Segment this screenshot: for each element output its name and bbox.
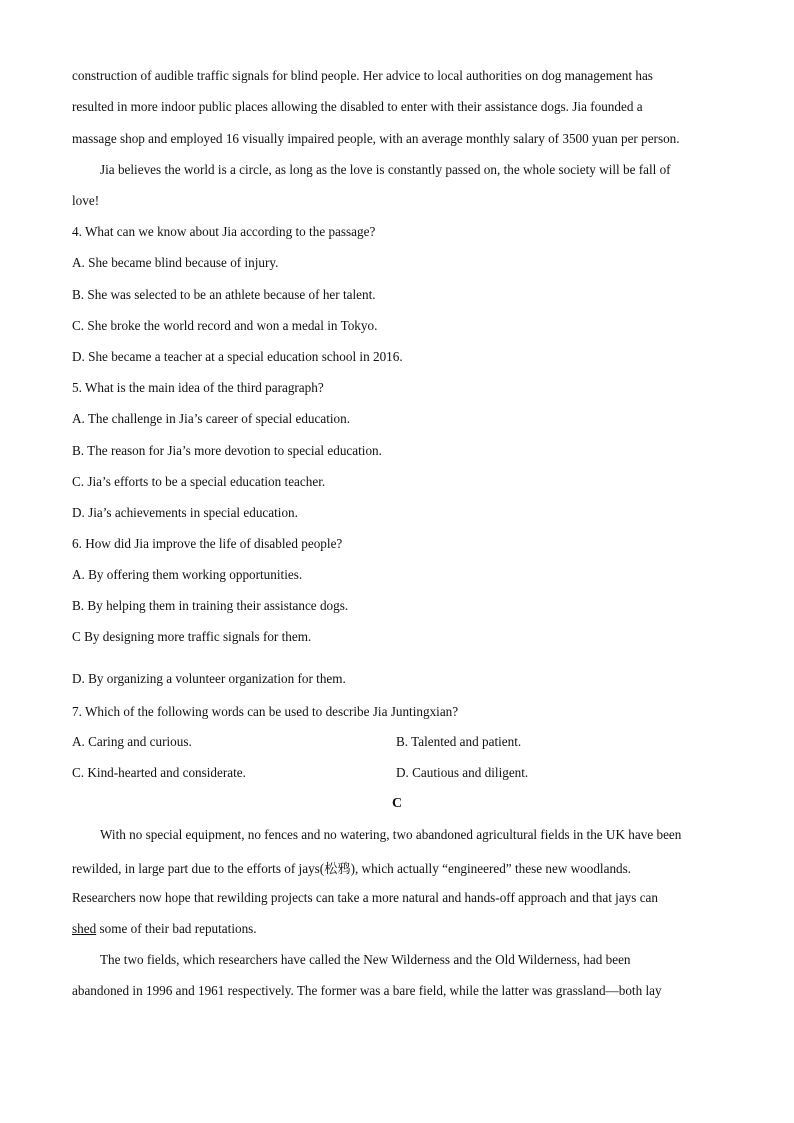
question-5-option-c: C. Jia’s efforts to be a special education teacher. bbox=[72, 474, 326, 489]
question-5-option-b: B. The reason for Jia’s more devotion to special education. bbox=[72, 443, 382, 458]
question-7-option-a: A. Caring and curious. bbox=[72, 734, 192, 749]
question-5-option-d: D. Jia’s achievements in special education. bbox=[72, 505, 298, 520]
para2-line2: love! bbox=[72, 193, 100, 208]
question-7-option-d: D. Cautious and diligent. bbox=[396, 765, 529, 780]
question-6-text: 6. How did Jia improve the life of disabled people? bbox=[72, 536, 343, 551]
section-c-p2-line2: abandoned in 1996 and 1961 respectively. The former was a bare field, while the latter was grassland—both lay bbox=[72, 983, 662, 998]
section-c-p1-line1: With no special equipment, no fences and no watering, two abandoned agricultural fields in the UK have been bbox=[100, 827, 682, 842]
question-7-option-c: C. Kind-hearted and considerate. bbox=[72, 765, 246, 780]
section-c-p1-line3: Researchers now hope that rewilding projects can take a more natural and hands-off approach and that jays can bbox=[72, 890, 659, 905]
question-6-option-c: C By designing more traffic signals for them. bbox=[72, 629, 312, 644]
section-c-heading: C bbox=[391, 796, 403, 811]
para2-line1: Jia believes the world is a circle, as long as the love is constantly passed on, the whole society will be fall of bbox=[100, 162, 671, 177]
question-7-text: 7. Which of the following words can be used to describe Jia Juntingxian? bbox=[72, 704, 459, 719]
question-5-option-a: A. The challenge in Jia’s career of special education. bbox=[72, 411, 351, 426]
question-4-option-d: D. She became a teacher at a special education school in 2016. bbox=[72, 349, 403, 364]
underlined-word-shed: shed bbox=[72, 921, 97, 936]
question-4-text: 4. What can we know about Jia according to the passage? bbox=[72, 224, 376, 239]
para1-line1: construction of audible traffic signals for blind people. Her advice to local authorities on dog management has bbox=[72, 68, 653, 83]
section-c-p1-line2: rewilded, in large part due to the efforts of jays(松鸦), which actually “engineered” these new woodlands. bbox=[72, 861, 632, 876]
question-4-option-a: A. She became blind because of injury. bbox=[72, 255, 279, 270]
question-5-text: 5. What is the main idea of the third paragraph? bbox=[72, 380, 324, 395]
question-7-option-b: B. Talented and patient. bbox=[396, 734, 522, 749]
question-4-option-c: C. She broke the world record and won a medal in Tokyo. bbox=[72, 318, 378, 333]
para1-line2: resulted in more indoor public places allowing the disabled to enter with their assistance dogs. Jia founded a bbox=[72, 99, 643, 114]
section-c-p1-line4-rest: some of their bad reputations. bbox=[96, 921, 257, 936]
section-c-p2-line1: The two fields, which researchers have called the New Wilderness and the Old Wilderness, had been bbox=[100, 952, 631, 967]
question-6-option-b: B. By helping them in training their assistance dogs. bbox=[72, 598, 349, 613]
question-4-option-b: B. She was selected to be an athlete because of her talent. bbox=[72, 287, 376, 302]
section-c-p1-line4 bbox=[72, 921, 257, 937]
question-6-option-a: A. By offering them working opportunities. bbox=[72, 567, 303, 582]
para1-line3: massage shop and employed 16 visually impaired people, with an average monthly salary of 3500 yuan per person. bbox=[72, 131, 680, 146]
question-6-option-d: D. By organizing a volunteer organization for them. bbox=[72, 671, 346, 686]
